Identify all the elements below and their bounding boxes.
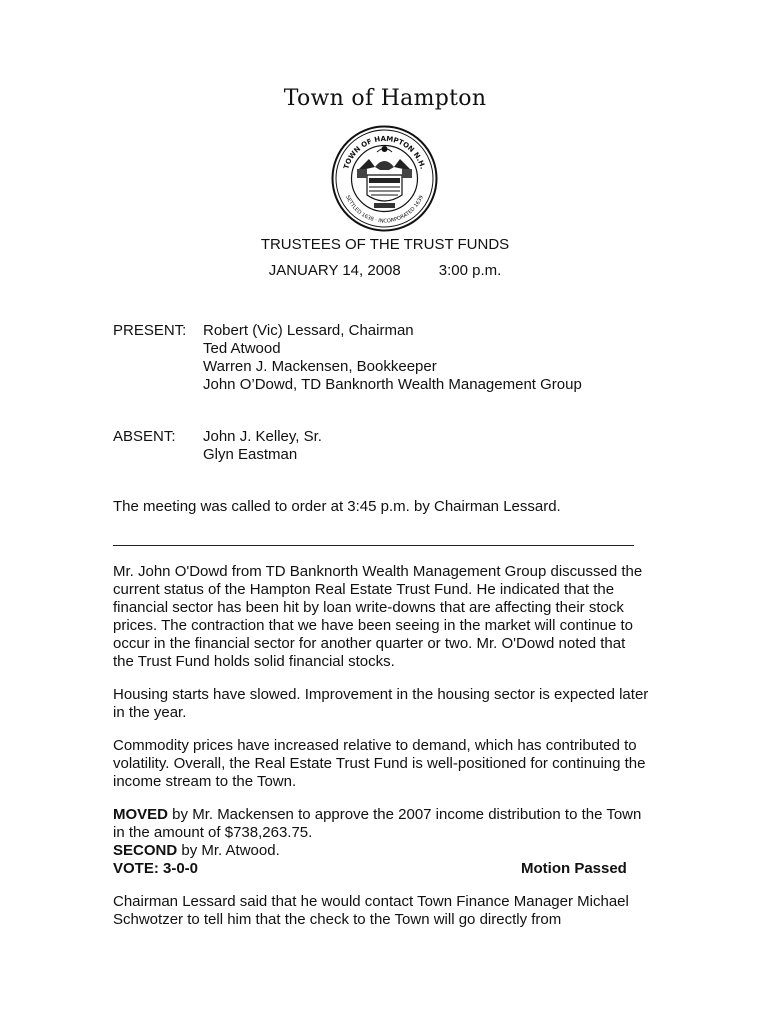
present-label: PRESENT: bbox=[113, 322, 187, 339]
second-line bbox=[113, 842, 673, 860]
second-text: by Mr. Atwood. bbox=[177, 842, 280, 859]
paragraph-line: current status of the Hampton Real Estate Trust Fund. He indicated that the bbox=[113, 581, 615, 598]
svg-text:TOWN OF HAMPTON N.H.: TOWN OF HAMPTON N.H. bbox=[342, 134, 427, 171]
absent-label: ABSENT: bbox=[113, 428, 176, 445]
meeting-date-time bbox=[0, 262, 770, 279]
town-seal-icon bbox=[331, 125, 438, 232]
svg-text:SETTLED 1638 · INCORPORATED 16: SETTLED 1638 · INCORPORATED 1639 bbox=[344, 194, 425, 225]
call-to-order: The meeting was called to order at 3:45 p.m. by Chairman Lessard. bbox=[113, 498, 561, 515]
paragraph-line: the Trust Fund holds solid financial stocks. bbox=[113, 653, 395, 670]
meeting-time: 3:00 p.m. bbox=[438, 262, 502, 279]
motion-result: Motion Passed bbox=[521, 860, 627, 877]
paragraph-line: Mr. John O'Dowd from TD Banknorth Wealth Management Group discussed the bbox=[113, 563, 643, 580]
present-member: Ted Atwood bbox=[203, 340, 281, 357]
meeting-date: JANUARY 14, 2008 bbox=[268, 262, 401, 279]
present-member: John O’Dowd, TD Banknorth Wealth Management Group bbox=[203, 376, 582, 393]
present-member: Robert (Vic) Lessard, Chairman bbox=[203, 322, 414, 339]
present-member: Warren J. Mackensen, Bookkeeper bbox=[203, 358, 437, 375]
paragraph-line: Housing starts have slowed. Improvement in the housing sector is expected later bbox=[113, 686, 649, 703]
moved-amount-line: in the amount of $738,263.75. bbox=[113, 824, 313, 841]
motion-block bbox=[113, 806, 673, 878]
divider bbox=[113, 545, 634, 546]
paragraph-line: in the year. bbox=[113, 704, 187, 721]
moved-line bbox=[113, 806, 673, 824]
paragraph-line: Chairman Lessard said that he would contact Town Finance Manager Michael bbox=[113, 893, 629, 910]
meeting-body-name: TRUSTEES OF THE TRUST FUNDS bbox=[260, 236, 510, 253]
absent-member: Glyn Eastman bbox=[203, 446, 298, 463]
absent-member: John J. Kelley, Sr. bbox=[203, 428, 322, 445]
paragraph-line: financial sector has been hit by loan write-downs that are affecting their stock bbox=[113, 599, 624, 616]
page-title: Town of Hampton bbox=[283, 86, 487, 111]
odowd-paragraph bbox=[113, 563, 673, 671]
second-label: SECOND bbox=[113, 842, 178, 859]
chairman-paragraph bbox=[113, 893, 673, 929]
vote-line bbox=[113, 860, 673, 878]
paragraph-line: Schwotzer to tell him that the check to the Town will go directly from bbox=[113, 911, 562, 928]
paragraph-line: income stream to the Town. bbox=[113, 773, 297, 790]
paragraph-line: volatility. Overall, the Real Estate Trust Fund is well-positioned for continuing the bbox=[113, 755, 646, 772]
absent-list bbox=[203, 428, 322, 464]
paragraph-line: prices. The contraction that we have been seeing in the market will continue to bbox=[113, 617, 634, 634]
moved-label: MOVED bbox=[113, 806, 169, 823]
vote-label: VOTE: 3-0-0 bbox=[113, 860, 199, 877]
paragraph-line: occur in the financial sector for another quarter or two. Mr. O'Dowd noted that bbox=[113, 635, 626, 652]
commodity-paragraph bbox=[113, 737, 673, 791]
paragraph-line: Commodity prices have increased relative to demand, which has contributed to bbox=[113, 737, 637, 754]
moved-text: by Mr. Mackensen to approve the 2007 income distribution to the Town bbox=[168, 806, 642, 823]
present-list bbox=[203, 322, 582, 394]
housing-paragraph bbox=[113, 686, 673, 722]
